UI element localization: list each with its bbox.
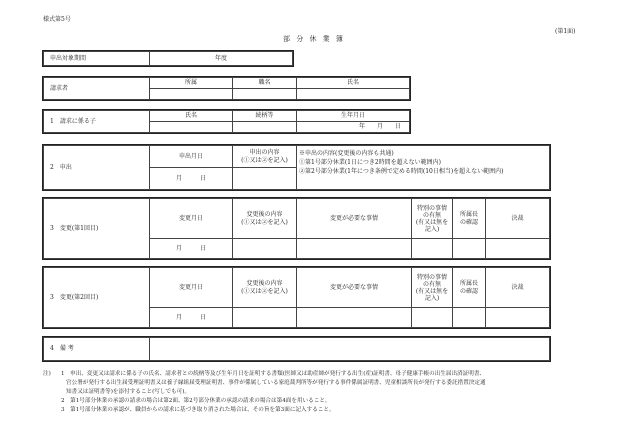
change-2-special-header-line3: (有又は無を (415, 287, 449, 295)
child-birthdate-field[interactable]: 年 月 日 (297, 122, 410, 133)
child-name-field[interactable] (150, 122, 233, 133)
change-2-confirm-header-line2: の確認 (459, 287, 478, 295)
remarks-field[interactable] (150, 338, 550, 361)
change-2-decision-header: 決裁 (486, 268, 550, 308)
child-table (43, 110, 410, 133)
application-content-header-line1: 申出の内容 (249, 149, 280, 156)
requester-col-name: 氏名 (297, 78, 410, 89)
note-line-1: 1 申出、変更又は請求に係る子の氏名、請求者との続柄等及び生年月日を証明する書類(医師又は助産師が発行する出生(産)証明書、母子健康手帳の出生届出済証明書、 (61, 371, 486, 377)
change-1-confirm-header-line1: 所属長 (459, 211, 478, 218)
change-2-date-field[interactable]: 月 日 (150, 308, 233, 328)
child-col-birthdate: 生年月日 (297, 111, 410, 122)
application-note (297, 146, 550, 190)
requester-col-title: 職名 (233, 78, 297, 89)
period-table (43, 51, 293, 66)
application-date-field[interactable]: 月 日 (150, 168, 233, 190)
change-1-table (43, 198, 550, 259)
change-1-special-header (412, 199, 453, 239)
change-2-date-header: 変更月日 (150, 268, 233, 308)
change-2-special-header (412, 268, 453, 308)
requester-table (43, 77, 410, 100)
change-1-confirm-header (453, 199, 486, 239)
change-2-special-field[interactable] (412, 308, 453, 328)
change-2-label: 3 変更(第2回目) (44, 268, 150, 328)
period-label: 申出対象期間 (44, 52, 150, 66)
change-1-decision-field[interactable] (486, 239, 550, 259)
change-2-confirm-header (453, 268, 486, 308)
requester-name-field[interactable] (297, 89, 410, 100)
note-line-5: 3 第1号部分休業の承認が、職員からの請求に基づき取り消された場合は、その旨を第3面に記入すること。 (61, 407, 335, 413)
page-title: 部 分 休 業 簿 (283, 35, 345, 43)
change-1-label: 3 変更(第1回目) (44, 199, 150, 259)
page-label: (第1面) (555, 28, 576, 35)
change-2-content-header-line2: (①又は②を記入) (241, 287, 288, 295)
remarks-label: 4 備 考 (44, 338, 150, 361)
change-1-reason-field[interactable] (297, 239, 412, 259)
change-2-confirm-field[interactable] (453, 308, 486, 328)
child-col-relation: 続柄等 (233, 111, 297, 122)
change-1-reason-header: 変更が必要な事情 (297, 199, 412, 239)
change-2-reason-field[interactable] (297, 308, 412, 328)
child-col-name: 氏名 (150, 111, 233, 122)
application-date-header: 申出月日 (150, 146, 233, 168)
change-2-special-header-line2: の有無 (422, 280, 441, 288)
child-relation-field[interactable] (233, 122, 297, 133)
change-2-confirm-header-line1: 所属長 (459, 280, 478, 287)
period-value[interactable]: 年度 (150, 52, 293, 66)
change-1-confirm-header-line2: の確認 (459, 218, 478, 226)
change-2-content-header-line1: 変更後の内容 (246, 280, 283, 287)
change-2-content-header (233, 268, 297, 308)
note-line-2: 官公署が発行する出生届受理証明書又は養子縁組届受理証明書、事件が係属している家庭裁判所等が発行する事件係属証明書、児童相談所長が発行する委託措置決定通 (66, 380, 486, 386)
application-label: 2 申出 (44, 146, 150, 190)
note-line-3: 知書又は証明書等)を添付すること(写しでも可)。 (66, 389, 191, 395)
application-content-header-line2: (①又は②を記入) (241, 156, 288, 164)
form-number: 様式第5号 (43, 16, 71, 23)
application-table (43, 145, 550, 190)
change-1-date-header: 変更月日 (150, 199, 233, 239)
change-1-special-header-line4: 記入) (424, 225, 440, 233)
change-2-content-field[interactable] (233, 308, 297, 328)
change-2-special-header-line4: 記入) (424, 294, 440, 302)
change-1-content-header-line1: 変更後の内容 (246, 211, 283, 218)
application-note-1: ①第1号部分休業(1日につき2時間を超えない範囲内) (299, 159, 442, 166)
change-1-date-field[interactable]: 月 日 (150, 239, 233, 259)
notes-prefix: 注) (43, 371, 51, 377)
change-1-special-field[interactable] (412, 239, 453, 259)
application-note-2: ②第2号部分休業(1年につき条例で定める時間(10日相当)を超えない範囲内) (299, 168, 504, 175)
requester-col-affiliation: 所属 (150, 78, 233, 89)
change-2-reason-header: 変更が必要な事情 (297, 268, 412, 308)
application-content-field[interactable] (233, 168, 297, 190)
change-1-confirm-field[interactable] (453, 239, 486, 259)
change-1-special-header-line1: 特別の事情 (416, 204, 447, 212)
change-1-special-header-line3: (有又は無を (415, 218, 449, 226)
change-1-special-header-line2: の有無 (422, 211, 441, 219)
change-1-content-field[interactable] (233, 239, 297, 259)
note-line-4: 2 第1号部分休業の承認の請求の場合は第2面、第2号部分休業の承認の請求の場合は第4面を用いること。 (61, 398, 331, 404)
requester-affiliation-field[interactable] (150, 89, 233, 100)
application-note-title: ※申出の内容(変更後の内容も共通) (299, 150, 394, 157)
change-1-decision-header: 決裁 (486, 199, 550, 239)
change-1-content-header-line2: (①又は②を記入) (241, 218, 288, 226)
change-2-table (43, 267, 550, 328)
child-label: 1 請求に係る子 (44, 111, 150, 133)
requester-label: 請求者 (44, 78, 150, 100)
application-content-header (233, 146, 297, 168)
requester-title-field[interactable] (233, 89, 297, 100)
change-2-special-header-line1: 特別の事情 (416, 273, 447, 281)
change-2-decision-field[interactable] (486, 308, 550, 328)
change-1-content-header (233, 199, 297, 239)
remarks-table (43, 337, 550, 361)
